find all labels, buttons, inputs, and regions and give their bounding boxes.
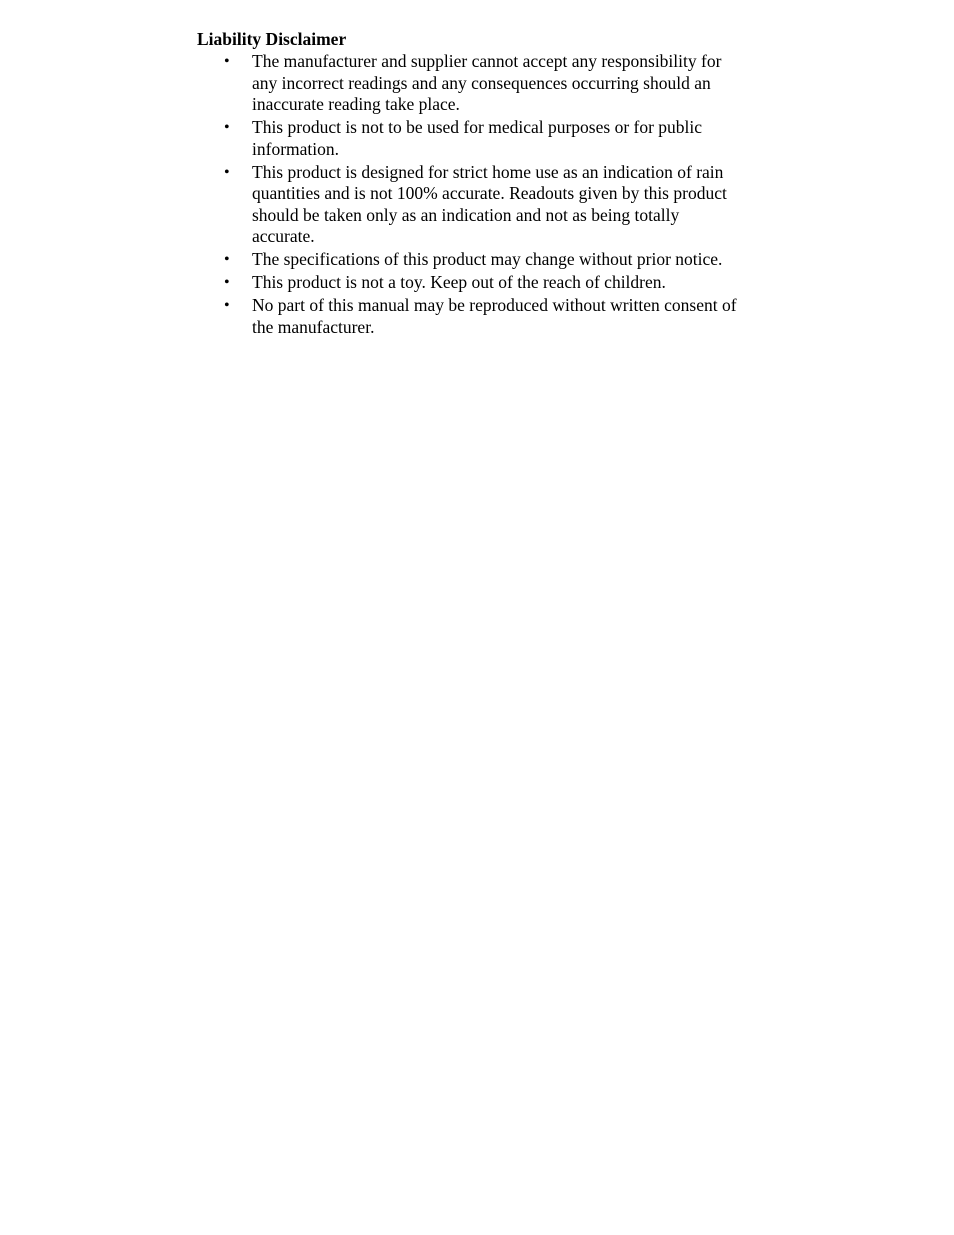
- disclaimer-item: [197, 272, 742, 294]
- disclaimer-item-text: The manufacturer and supplier cannot accept any responsibility for any incorrect readings and any consequences occurring should an inaccurate reading take place.: [252, 51, 722, 114]
- disclaimer-item-text: This product is not a toy. Keep out of the reach of children.: [252, 272, 666, 292]
- disclaimer-item-text: The specifications of this product may change without prior notice.: [252, 249, 723, 269]
- bullet-icon: •: [224, 297, 230, 314]
- section-heading: Liability Disclaimer: [197, 29, 347, 49]
- disclaimer-item-text: This product is designed for strict home use as an indication of rain quantities and is not 100% accurate. Readouts given by this product should be taken only as an indication and not as being totally accurate.: [252, 161, 727, 246]
- disclaimer-item: [197, 249, 742, 271]
- bullet-icon: •: [224, 119, 230, 136]
- disclaimer-item: [197, 295, 742, 338]
- disclaimer-item-text: This product is not to be used for medical purposes or for public information.: [252, 117, 703, 159]
- bullet-icon: •: [224, 274, 230, 291]
- bullet-icon: •: [224, 53, 230, 70]
- bullet-icon: •: [224, 251, 230, 268]
- liability-disclaimer-section: [197, 29, 757, 340]
- disclaimer-item: [197, 117, 742, 160]
- disclaimer-item: [197, 51, 742, 116]
- disclaimer-list: [197, 51, 757, 338]
- disclaimer-item: [197, 162, 742, 248]
- disclaimer-item-text: No part of this manual may be reproduced without written consent of the manufacturer.: [252, 295, 737, 337]
- bullet-icon: •: [224, 163, 230, 181]
